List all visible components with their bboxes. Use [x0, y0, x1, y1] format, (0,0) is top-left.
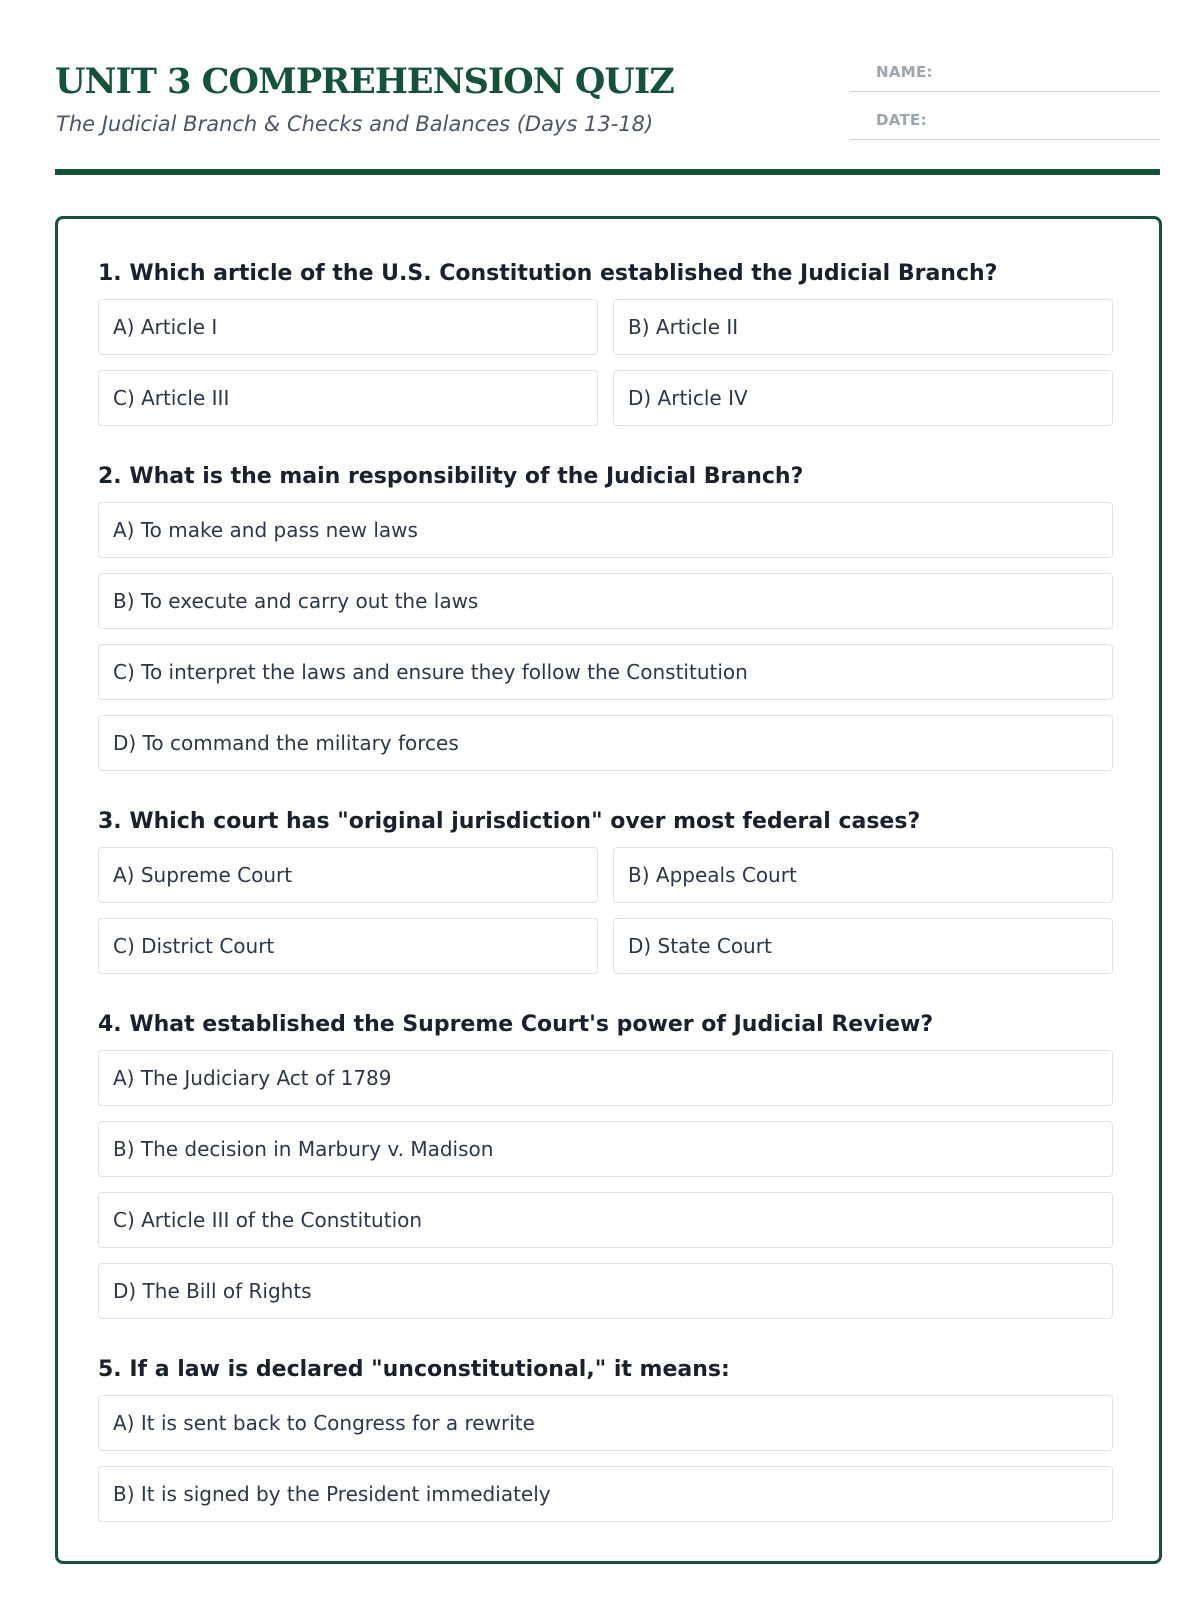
date-field[interactable]: [850, 103, 1160, 140]
answer-option-a[interactable]: A) Article I: [98, 299, 598, 355]
answer-option-c[interactable]: C) To interpret the laws and ensure they follow the Constitution: [98, 644, 1113, 700]
answer-option-c[interactable]: C) Article III: [98, 370, 598, 426]
name-label: NAME:: [876, 63, 933, 81]
question-text: 5. If a law is declared "unconstitutional," it means:: [98, 1357, 730, 1382]
answer-options: [98, 299, 1113, 426]
answer-option-b[interactable]: B) It is signed by the President immediately: [98, 1466, 1113, 1522]
page-title: UNIT 3 COMPREHENSION QUIZ: [55, 61, 674, 102]
answer-option-b[interactable]: B) To execute and carry out the laws: [98, 573, 1113, 629]
name-field[interactable]: [850, 55, 1160, 92]
answer-option-c[interactable]: C) Article III of the Constitution: [98, 1192, 1113, 1248]
question-5: [98, 1357, 1113, 1522]
answer-options: [98, 847, 1113, 974]
answer-option-d[interactable]: D) State Court: [613, 918, 1113, 974]
page-subtitle: The Judicial Branch & Checks and Balances (Days 13-18): [56, 112, 654, 136]
date-label: DATE:: [876, 111, 927, 129]
quiz-card: [55, 216, 1162, 1564]
quiz-header: [55, 55, 1160, 175]
answer-option-b[interactable]: B) The decision in Marbury v. Madison: [98, 1121, 1113, 1177]
answer-option-c[interactable]: C) District Court: [98, 918, 598, 974]
question-text: 2. What is the main responsibility of the Judicial Branch?: [98, 464, 804, 489]
question-list: [98, 261, 1113, 1560]
answer-options: [98, 502, 1113, 771]
question-text: 3. Which court has "original jurisdiction" over most federal cases?: [98, 809, 921, 834]
answer-option-a[interactable]: A) To make and pass new laws: [98, 502, 1113, 558]
question-2: [98, 464, 1113, 771]
question-text: 1. Which article of the U.S. Constitution established the Judicial Branch?: [98, 261, 998, 286]
question-3: [98, 809, 1113, 974]
answer-option-d[interactable]: D) To command the military forces: [98, 715, 1113, 771]
question-text: 4. What established the Supreme Court's power of Judicial Review?: [98, 1012, 934, 1037]
answer-option-a[interactable]: A) Supreme Court: [98, 847, 598, 903]
header-divider: [55, 169, 1160, 175]
answer-option-a[interactable]: A) The Judiciary Act of 1789: [98, 1050, 1113, 1106]
answer-option-b[interactable]: B) Appeals Court: [613, 847, 1113, 903]
answer-options: [98, 1050, 1113, 1319]
answer-option-d[interactable]: D) The Bill of Rights: [98, 1263, 1113, 1319]
question-1: [98, 261, 1113, 426]
question-4: [98, 1012, 1113, 1319]
answer-option-d[interactable]: D) Article IV: [613, 370, 1113, 426]
answer-option-a[interactable]: A) It is sent back to Congress for a rewrite: [98, 1395, 1113, 1451]
answer-options: [98, 1395, 1113, 1522]
answer-option-b[interactable]: B) Article II: [613, 299, 1113, 355]
